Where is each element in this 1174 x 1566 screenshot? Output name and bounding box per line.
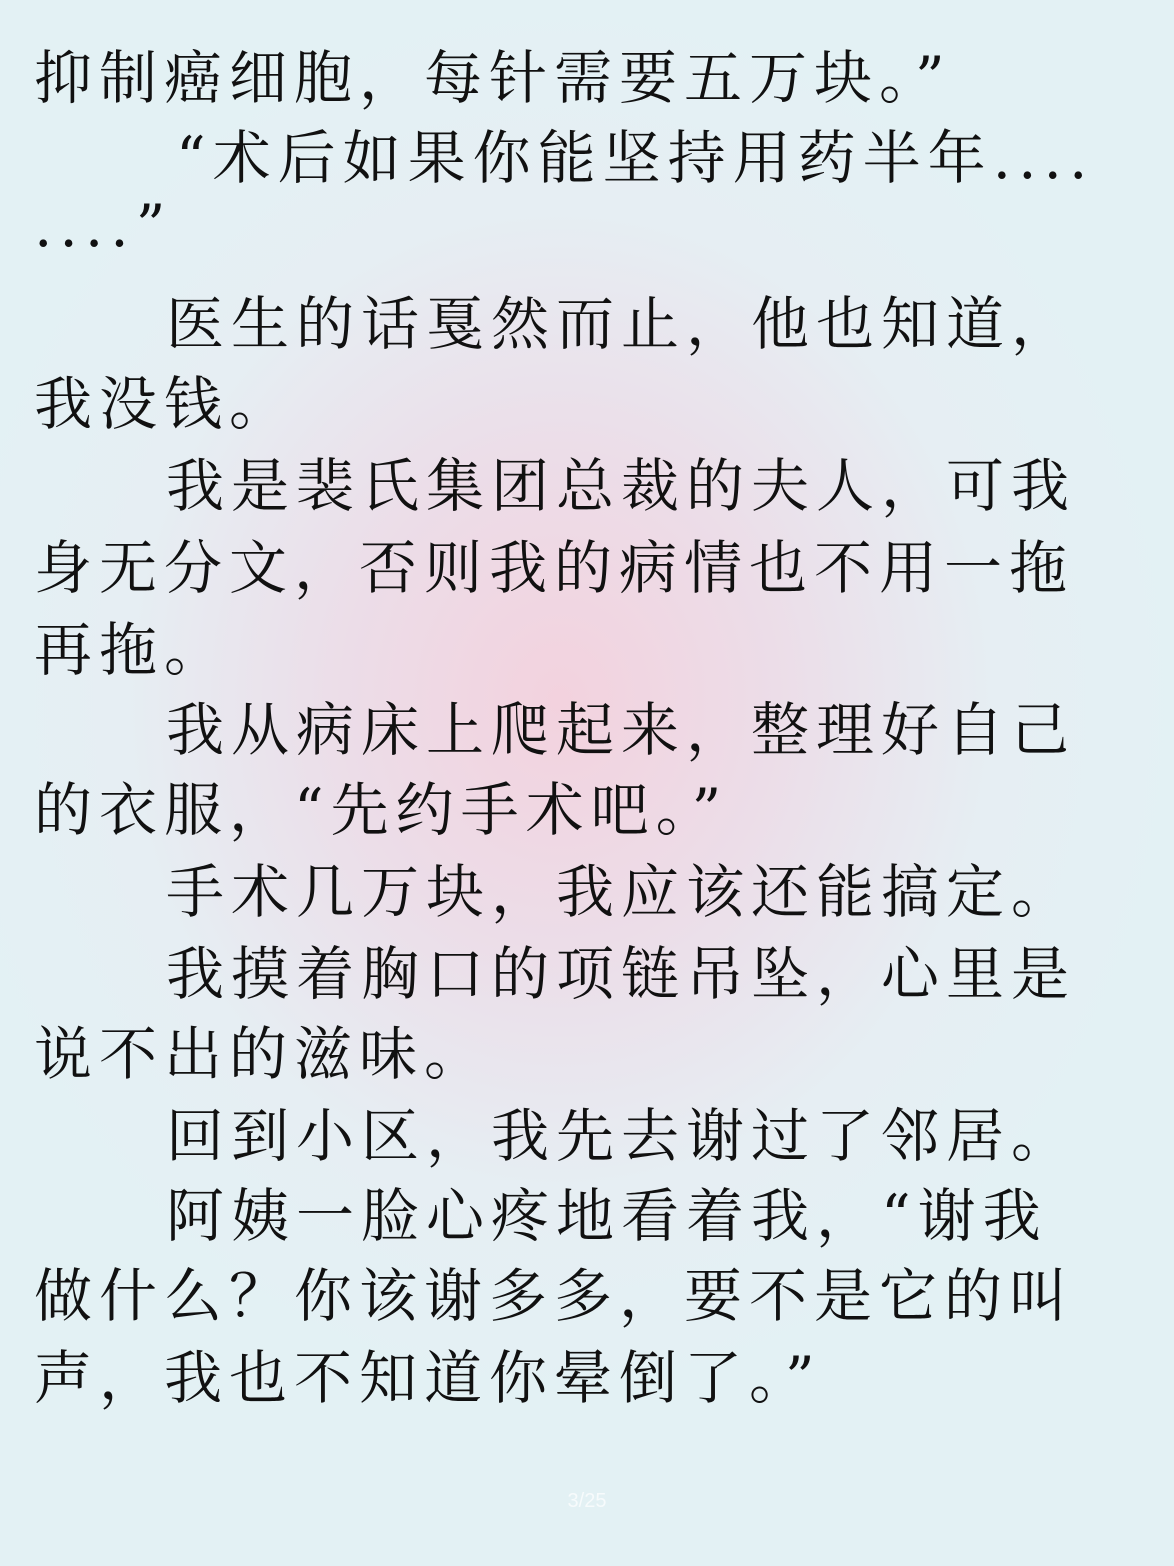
text-line-13: 说不出的滋味。 <box>34 1020 490 1088</box>
text-line-4: 医生的话戛然而止，他也知道， <box>166 290 1077 358</box>
text-line-6: 我是裴氏集团总裁的夫人，可我 <box>166 452 1077 520</box>
text-line-1: 抑制癌细胞，每针需要五万块。” <box>34 44 952 112</box>
page-indicator: 3/25 <box>567 1490 607 1512</box>
text-line-10: 的衣服，“先约手术吧。” <box>34 776 729 844</box>
text-line-7: 身无分文，否则我的病情也不用一拖 <box>34 534 1075 602</box>
text-line-8: 再拖。 <box>34 616 230 684</box>
text-line-5: 我没钱。 <box>34 370 295 438</box>
text-line-11: 手术几万块，我应该还能搞定。 <box>166 858 1077 926</box>
text-line-12: 我摸着胸口的项链吊坠，心里是 <box>166 940 1077 1008</box>
text-line-9: 我从病床上爬起来，整理好自己 <box>166 696 1077 764</box>
text-line-3: ....” <box>34 192 173 260</box>
text-line-2: “术后如果你能坚持用药半年.... <box>176 124 1095 192</box>
text-line-14: 回到小区，我先去谢过了邻居。 <box>166 1102 1077 1170</box>
text-line-15: 阿姨一脸心疼地看着我，“谢我 <box>166 1182 1048 1250</box>
text-line-17: 声，我也不知道你晕倒了。” <box>34 1344 822 1412</box>
text-line-16: 做什么？你该谢多多，要不是它的叫 <box>34 1262 1075 1330</box>
